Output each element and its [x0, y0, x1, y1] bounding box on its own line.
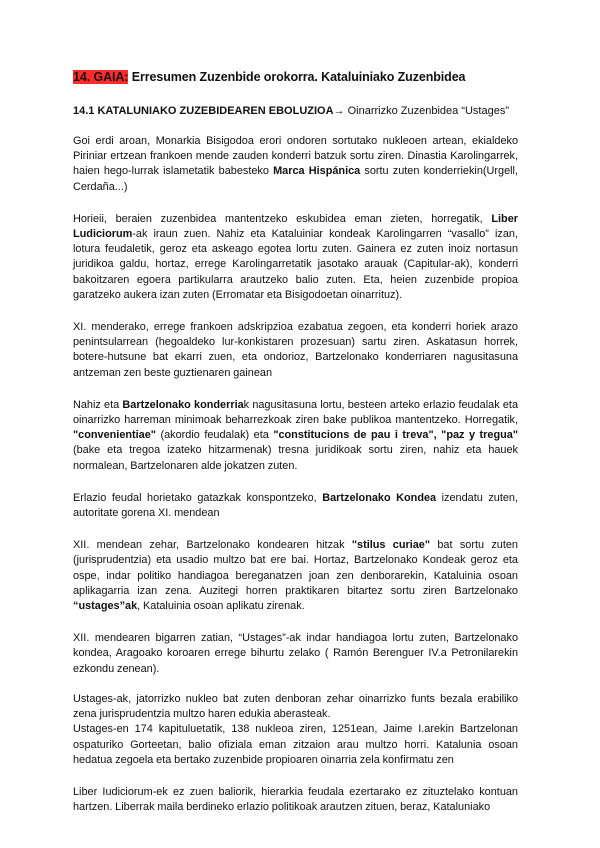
paragraph-10: [73, 785, 518, 815]
section-heading-bold: 14.1 KATALUNIAKO ZUZEBIDEAREN EBOLUZIOA: [73, 105, 334, 117]
paragraph-bold: Marca Hispánica: [273, 165, 361, 178]
paragraph-7: [73, 631, 518, 677]
paragraph-4: [73, 398, 518, 474]
paragraph-5: [73, 491, 518, 521]
paragraph-bold: "stilus curiae": [351, 539, 431, 552]
paragraph-bold: "convenientiae": [73, 429, 156, 442]
paragraph-text: Erlazio feudal horietako gatazkak konspontzeko,: [73, 491, 323, 504]
paragraph-bold: "constitucions de pau i treva", "paz y tregua": [273, 429, 518, 442]
paragraph-text: Ustages-en 174 kapituluetatik, 138 nukleoa ziren, 1251ean, Jaime I.arekin Bartzelonan ospaturiko Gorteetan, balio ofiziala eman zitzaion arau multzo horri. Katalunia osoan hedatua zegoela eta bertako zuzenbide propioaren oinarria zela konfirmatu zen: [73, 723, 518, 766]
paragraph-6: [73, 538, 518, 614]
page-title: [73, 70, 518, 84]
paragraph-bold: Liber Ludiciorum: [73, 212, 518, 241]
paragraph-text: Nahiz eta: [73, 398, 123, 411]
paragraph-text: XII. mendearen bigarren zatian, “Ustages”-ak indar handiagoa lortu zuten, Bartzelonako kondea, Aragoako koroaren errege bihurtu zelako ( Ramón Berenguer IV.a Petronilarekin ezkondu zenean).: [73, 632, 518, 675]
paragraph-text: (bake eta tregoa izateko hitzarmenak) tresna juridikoak sortu ziren, nahiz eta hauek normalean, Bartzelonaren alde jokatzen zuten.: [73, 444, 518, 472]
paragraph-text: izendatu zuten, autoritate gorena XI. mendean: [73, 491, 518, 520]
paragraph-3: [73, 320, 518, 381]
section-heading-rest: → Oinarrizko Zuzenbidea “Ustages”: [333, 105, 510, 117]
paragraph-8: [73, 692, 518, 722]
paragraph-bold: “ustages”ak: [73, 600, 138, 613]
paragraph-bold: Bartzelonako konderria: [122, 398, 244, 411]
paragraph-text: Ustages-ak, jatorrizko nukleo bat zuten denboran zehar oinarrizko funts bezala erabiliko zena jurisprudentzia multzo haren edukia aberasteak.: [73, 692, 518, 721]
paragraph-text: XII. mendean zehar, Bartzelonako kondearen hitzak: [73, 539, 352, 552]
paragraph-text: bat sortu zuten (jurisprudentzia) eta usadio multzo bat ere bai. Hortaz, Bartzelonako Kondeak geroz eta ospe, indar politiko handiagoa bereganatzen joan zen denborarekin, Kataluinia osoan aplikagarria izan zena. Auzitegi horren praktikaren bitartez sortu ziren Bartzelonako: [73, 539, 518, 597]
paragraph-text: Goi erdi aroan, Monarkia Bisigodoa erori ondoren sortutako nukleoen artean, ekialdeko Piriniar ertzean frankoen mende zauden konderri batzuk sortu ziren. Dinastia Karolingarrek, haien hego-lurrak islametatik babesteko: [73, 135, 518, 178]
title-highlight: 14. GAIA:: [73, 70, 129, 84]
paragraph-text: (akordio feudalak) eta: [155, 429, 274, 442]
paragraph-text: -ak iraun zuen. Nahiz eta Kataluiniar kondeak Karolingarren “vasallo” izan, lotura feudaletik, geroz eta askeago egotea lortu zuten. Gainera ez zuten inoiz nortasun juridikoa galdu, hortaz, errege Karolingarretatik jasotako arauak (Capitular-ak), konderri bakoitzaren egoera partikularra arautzeko balio zuten. Eta, heien zuzenbide propioa garatzeko aukera izan zuten (Erromatar eta Bisigodoetan oinarrituz).: [73, 228, 518, 301]
paragraph-text: , Kataluinia osoan aplikatu zirenak.: [137, 600, 305, 613]
section-heading: [73, 105, 518, 117]
paragraph-text: Horieii, beraien zuzenbidea mantentzeko eskubidea eman zieten, horregatik,: [73, 212, 492, 225]
paragraph-text: Liber Iudiciorum-ek ez zuen baliorik, hierarkia feudala ezertarako ez zituztelako kontuan hartzen. Liberrak maila berdineko erlazio politikoak arautzen zituen, beraz, Kataluniako: [73, 785, 518, 814]
paragraph-text: sortu zuten konderriekin(Urgell, Cerdaña...): [73, 165, 518, 193]
paragraph-bold: Bartzelonako Kondea: [322, 491, 437, 504]
paragraph-2: [73, 212, 518, 303]
paragraph-text: XI. menderako, errege frankoen adskripzioa ezabatua zegoen, eta konderri horiek arazo penintsularrean (hegoaldeko lur-konkistaren prozesuan) sartu ziren. Askatasun horrek, botere-hutsune bat ekarri zuen, eta ondorioz, Bartzelonako konderriaren nagusitasuna antzeman zen beste guztienaren gainean: [73, 321, 518, 379]
title-text: Erresumen Zuzenbide orokorra. Kataluiniako Zuzenbidea: [128, 70, 466, 84]
paragraph-text: k nagusitasuna lortu, besteen arteko erlazio feudalak eta oinarrizko harreman minimoak beharrezkoak ziren bake publikoa mantentzeko. Horregatik,: [73, 398, 519, 427]
paragraph-1: [73, 134, 518, 195]
paragraph-9: [73, 722, 518, 768]
